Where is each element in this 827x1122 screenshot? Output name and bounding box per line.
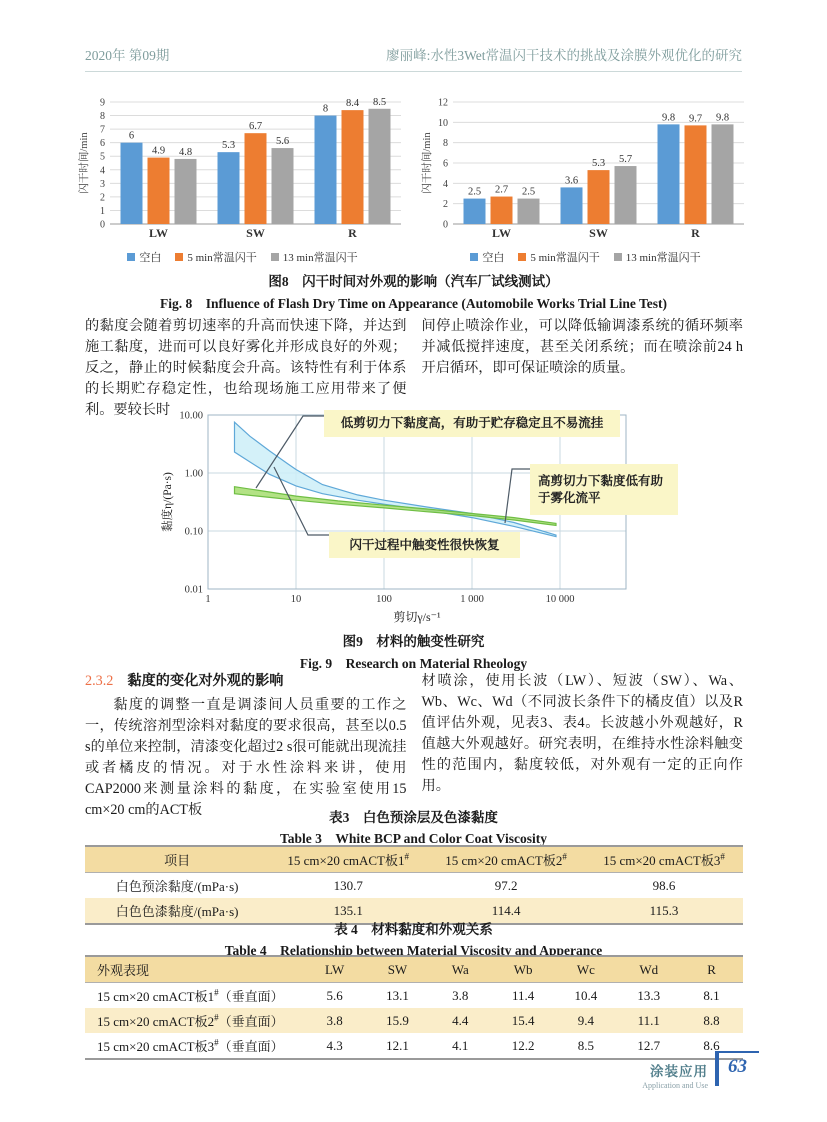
table-cell: 15 cm×20 cmACT板1#（垂直面） [97,987,284,1004]
bar-value-label: 4.9 [151,145,166,157]
table-header-cell: LW [325,961,345,977]
page-header [85,44,742,72]
table-cell: 4.3 [326,1037,343,1053]
footer-section-en: Application and Use [642,1081,708,1090]
svg-text:1: 1 [100,205,105,217]
footer-section-cn: 涂装应用 [650,1064,708,1079]
bar-SW-0 [561,187,583,224]
bar-value-label: 3.6 [564,175,579,187]
table-cell: 15 cm×20 cmACT板2#（垂直面） [97,1012,284,1029]
bar-value-label: 5.7 [618,154,633,166]
x-category-label: R [691,226,700,240]
svg-text:2: 2 [443,199,448,211]
x-category-label: SW [246,226,265,240]
table-header-cell: Wd [639,961,659,977]
svg-text:6: 6 [443,158,448,170]
bar-value-label: 8.5 [372,96,387,108]
table-cell: 4.1 [452,1037,469,1053]
legend-item [127,249,161,265]
table-cell: 11.4 [511,987,535,1003]
annotation-thixotropy-recovery: 闪干过程中触变性很快恢复 [329,532,520,558]
x-tick-label: 100 [376,594,392,605]
svg-text:3: 3 [100,178,105,190]
table-cell: 12.7 [637,1037,661,1053]
figure8-caption-cn: 图8 闪干时间对外观的影响（汽车厂试线测试） [268,274,559,289]
legend-swatch-icon [127,253,135,261]
table4-caption-en: Table 4 Relationship between Material Viscosity and Apperance [224,943,603,958]
bar-SW-1 [245,133,267,224]
table-header-cell: SW [387,961,408,977]
table-header-row [85,846,743,873]
table-cell: 114.4 [491,902,521,918]
bar-value-label: 6 [128,130,135,142]
svg-text:4: 4 [443,178,448,190]
chart-legend [78,249,407,265]
legend-swatch-icon [175,253,183,261]
legend-item [470,249,504,265]
table-cell: 5.6 [326,987,343,1003]
bar-chart-left [78,88,407,265]
bar-LW-0 [464,199,486,224]
bar-value-label: 8.4 [345,98,360,110]
table-cell: 8.5 [577,1037,595,1053]
bar-value-label: 5.6 [275,136,290,148]
legend-label: 13 min常温闪干 [282,252,358,264]
legend-label: 空白 [482,252,505,264]
table-header-cell: R [707,961,716,977]
table-cell: 97.2 [494,877,518,893]
table-header-cell: 15 cm×20 cmACT板3# [603,851,725,868]
y-axis-label: 闪干时间/min [79,132,90,194]
table4-caption-cn: 表 4 材料黏度和外观关系 [334,922,493,937]
bar-value-label: 9.8 [661,112,676,124]
annotation-low-shear: 低剪切力下黏度高，有助于贮存稳定且不易流挂 [324,410,620,437]
table-cell: 13.1 [386,987,409,1003]
page-number-box [715,1051,759,1086]
legend-label: 空白 [139,252,162,264]
page-number: 63 [728,1056,747,1077]
table-cell: 3.8 [326,1012,343,1028]
table-header-cell: Wc [576,961,595,977]
figure8-caption-en: Fig. 8 Influence of Flash Dry Time on Appearance (Automobile Works Trial Line Test) [160,296,667,311]
table4-caption [0,918,827,959]
figure8-charts [78,88,750,265]
x-tick-label: 10 000 [545,594,575,605]
table-cell: 8.1 [703,987,720,1003]
x-tick-label: 1 000 [460,594,484,605]
page-footer [642,1051,759,1090]
table-cell: 白色色漆黏度/(mPa·s) [115,904,239,919]
x-tick-label: 1 [205,594,211,605]
table-row [85,1008,743,1033]
legend-item [518,249,599,265]
figure9-caption-cn: 图9 材料的触变性研究 [342,634,485,649]
table-row [85,983,743,1009]
footer-section-labels [642,1060,708,1090]
bar-LW-2 [175,159,197,224]
section-232-heading [85,671,407,692]
bar-value-label: 9.8 [715,112,730,124]
y-axis-label: 黏度η/(Pa·s) [162,472,174,532]
table-cell: 12.1 [386,1037,409,1053]
paragraph-1-left: 的黏度会随着剪切速率的升高而快速下降，并达到施工黏度，进而可以良好雾化并形成良好的外观；反之，静止的时候黏度会升高。该特性有利于体系的长期贮存稳定性，也给现场施工应用带来了便利。要较长时 [85,318,407,418]
bar-value-label: 2.5 [521,186,536,198]
y-tick-label: 0.10 [184,526,203,538]
table-header-cell: 项目 [164,853,191,868]
bar-SW-2 [615,166,637,224]
figure9-caption [0,630,827,672]
legend-swatch-icon [518,253,526,261]
annotation-high-shear: 高剪切力下黏度低有助于雾化流平 [530,464,678,515]
svg-text:5: 5 [100,151,105,163]
section-number: 2.3.2 [85,673,114,689]
bar-R-1 [685,125,707,224]
table-cell: 135.1 [333,902,363,918]
table-header-cell: Wb [513,961,533,977]
paragraph-2-left: 黏度的调整一直是调漆间人员重要的工作之一，传统溶剂型涂料对黏度的要求很高，甚至以0.5 s的单位来控制，清漆变化超过2 s很可能就出现流挂或者橘皮的情况。对于水性涂料来讲，使用CAP2000来测量涂料的黏度，在实验室使用15 cm×20 cm的ACT板 [85,697,407,818]
figure9-chart [156,403,698,629]
legend-item [614,249,701,265]
issue-label: 2020年 第09期 [85,48,170,63]
bar-LW-1 [491,197,513,224]
bar-SW-0 [218,152,240,224]
table3-caption-en: Table 3 White BCP and Color Coat Viscosity [279,831,548,846]
chart-legend [421,249,750,265]
svg-text:2: 2 [100,192,105,204]
svg-text:4: 4 [100,165,105,177]
table-cell: 98.6 [652,877,676,893]
legend-label: 13 min常温闪干 [625,252,701,264]
bar-R-0 [658,124,680,224]
legend-label: 5 min常温闪干 [530,252,600,264]
legend-swatch-icon [271,253,279,261]
table-header-cell: 15 cm×20 cmACT板2# [445,851,567,868]
legend-swatch-icon [470,253,478,261]
x-axis-label: 剪切γ/s⁻¹ [393,610,441,624]
svg-text:7: 7 [100,124,105,136]
bar-R-0 [315,116,337,224]
paragraph-row-2 [85,671,743,821]
bar-R-2 [369,109,391,224]
figure9-caption-en: Fig. 9 Research on Material Rheology [299,656,528,671]
table-cell: 130.7 [333,877,363,893]
running-title: 廖丽峰:水性3Wet常温闪干技术的挑战及涂膜外观优化的研究 [386,48,742,63]
svg-text:8: 8 [443,138,448,150]
table-cell: 白色预涂黏度/(mPa·s) [115,879,239,894]
bar-LW-1 [148,158,170,224]
svg-text:6: 6 [100,138,105,150]
paragraph-2-right: 材喷涂，使用长波（LW）、短波（SW）、Wa、Wb、Wc、Wd（不同波长条件下的橘皮值）以及R值评估外观，见表3、表4。长波越小外观越好，R值越大外观越好。研究表明，在维持水性涂料触变性的范围内，黏度较低，对外观有一定的正向作用。 [421,673,743,794]
svg-text:8: 8 [100,111,105,123]
table-cell: 13.3 [637,987,661,1003]
table-header-row [85,956,743,983]
bar-R-2 [712,124,734,224]
legend-item [175,249,256,265]
bar-value-label: 2.5 [467,186,482,198]
bar-value-label: 5.3 [591,158,606,170]
x-category-label: LW [149,226,168,240]
bar-SW-1 [588,170,610,224]
table-cell: 4.4 [452,1012,469,1028]
table-header-cell: 外观表现 [97,963,150,978]
table-cell: 3.8 [452,987,469,1003]
x-category-label: SW [589,226,608,240]
y-tick-label: 1.00 [184,468,203,480]
y-tick-label: 0.01 [184,584,203,596]
table-header-cell: Wa [451,961,469,977]
table-row [85,873,743,899]
table4 [85,955,743,1060]
table3 [85,845,743,925]
table-cell: 15 cm×20 cmACT板3#（垂直面） [97,1037,284,1054]
table-cell: 15.4 [511,1012,535,1028]
svg-text:0: 0 [100,219,105,231]
legend-swatch-icon [614,253,622,261]
y-axis-label: 闪干时间/min [422,132,433,194]
legend-item [271,249,358,265]
table-cell: 11.1 [637,1012,660,1028]
legend-label: 5 min常温闪干 [187,252,257,264]
table-cell: 115.3 [649,902,679,918]
bar-LW-0 [121,143,143,224]
table3-caption [0,806,827,847]
table-cell: 8.6 [703,1037,720,1053]
x-category-label: R [348,226,357,240]
x-category-label: LW [492,226,511,240]
bar-SW-2 [272,148,294,224]
bar-chart-right [421,88,750,265]
table-cell: 9.4 [577,1012,595,1028]
bar-value-label: 6.7 [248,121,263,133]
bar-chart-plot [421,88,750,242]
table-cell: 15.9 [386,1012,409,1028]
bar-value-label: 4.8 [178,146,193,158]
bar-value-label: 9.7 [688,113,703,125]
bar-value-label: 2.7 [494,184,509,196]
bar-value-label: 5.3 [221,140,236,152]
svg-text:10: 10 [438,117,448,129]
section-title: 黏度的变化对外观的影响 [127,673,284,689]
bar-chart-plot [78,88,407,242]
table-header-cell: 15 cm×20 cmACT板1# [287,851,409,868]
table-cell: 10.4 [574,987,598,1003]
annotation-connector-line [505,469,530,523]
svg-text:12: 12 [438,97,448,109]
x-tick-label: 10 [290,594,302,605]
bar-value-label: 8 [322,103,329,115]
paragraph-1-right: 间停止喷涂作业，可以降低输调漆系统的循环频率并减低搅拌速度，甚至关闭系统；而在喷涂前24 h开启循环，即可保证喷涂的质量。 [421,318,743,376]
y-tick-label: 10.00 [179,410,203,422]
bar-LW-2 [518,199,540,224]
figure8-caption [0,270,827,312]
bar-R-1 [342,110,364,224]
table-cell: 8.8 [703,1012,720,1028]
section-232-column [85,671,407,821]
svg-text:0: 0 [443,219,448,231]
table-cell: 12.2 [511,1037,535,1053]
svg-text:9: 9 [100,97,105,109]
table3-caption-cn: 表3 白色预涂层及色漆黏度 [329,810,498,825]
